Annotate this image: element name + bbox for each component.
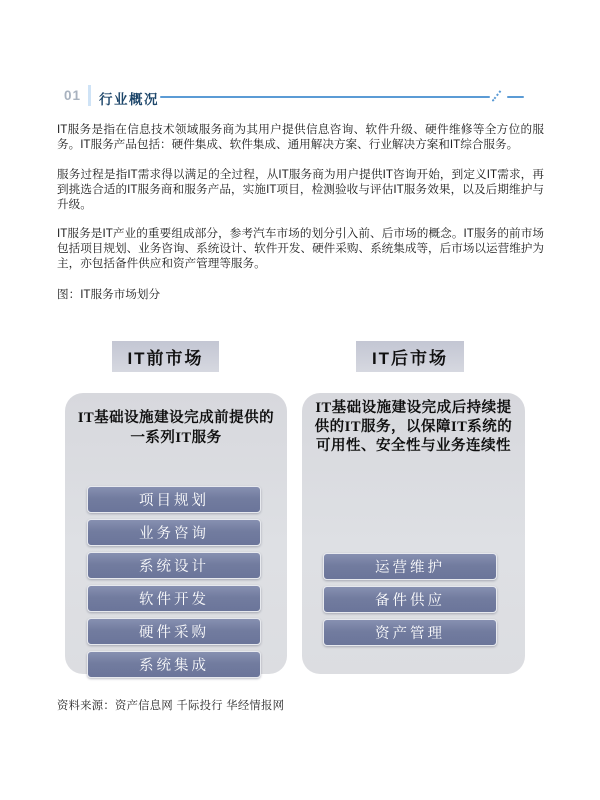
diagram-item: 资产管理 [323, 619, 497, 646]
diagram-item: 软件开发 [87, 585, 261, 612]
dash-decoration [507, 96, 524, 98]
after-market-header-box: IT后市场 [356, 341, 464, 372]
diagram-item: 系统设计 [87, 552, 261, 579]
front-market-description: IT基础设施建设完成前提供的一系列IT服务 [77, 410, 275, 446]
section-number: 01 [64, 88, 82, 103]
front-market-header-box: IT前市场 [112, 341, 219, 372]
figure-caption: 图：IT服务市场划分 [57, 288, 161, 301]
source-note: 资料来源：资产信息网 千际投行 华经情报网 [57, 700, 285, 712]
article-body [57, 122, 544, 317]
body-paragraph: 服务过程是指IT需求得以满足的全过程，从IT服务商为用户提供IT咨询开始，到定义IT需求，再到挑选合适的IT服务商和服务产品，实施IT项目，检测验收与评估IT服务效果，以及后期维护与升级。 [57, 167, 544, 211]
diagram-item: 项目规划 [87, 486, 261, 513]
body-paragraph: IT服务是IT产业的重要组成部分，参考汽车市场的划分引入前、后市场的概念。IT服务的前市场包括项目规划、业务咨询、系统设计、软件开发、硬件采购、系统集成等，后市场以运营维护为主，亦包括备件供应和资产管理等服务。 [57, 227, 544, 270]
section-title: 行业概况 [99, 92, 159, 107]
after-market-description: IT基础设施建设完成后持续提供的IT服务，以保障IT系统的可用性、安全性与业务连续性 [314, 400, 513, 454]
slash-decoration-icon [492, 90, 502, 101]
diagram-item: 系统集成 [87, 651, 261, 678]
diagram-item: 运营维护 [323, 553, 497, 580]
accent-bar [88, 85, 91, 106]
diagram-item: 硬件采购 [87, 618, 261, 645]
header-rule-line [160, 96, 490, 98]
body-paragraph: IT服务是指在信息技术领域服务商为其用户提供信息咨询、软件升级、硬件维修等全方位的服务。IT服务产品包括：硬件集成、软件集成、通用解决方案、行业解决方案和IT综合服务。 [57, 123, 544, 151]
diagram-item: 业务咨询 [87, 519, 261, 546]
diagram-item: 备件供应 [323, 586, 497, 613]
